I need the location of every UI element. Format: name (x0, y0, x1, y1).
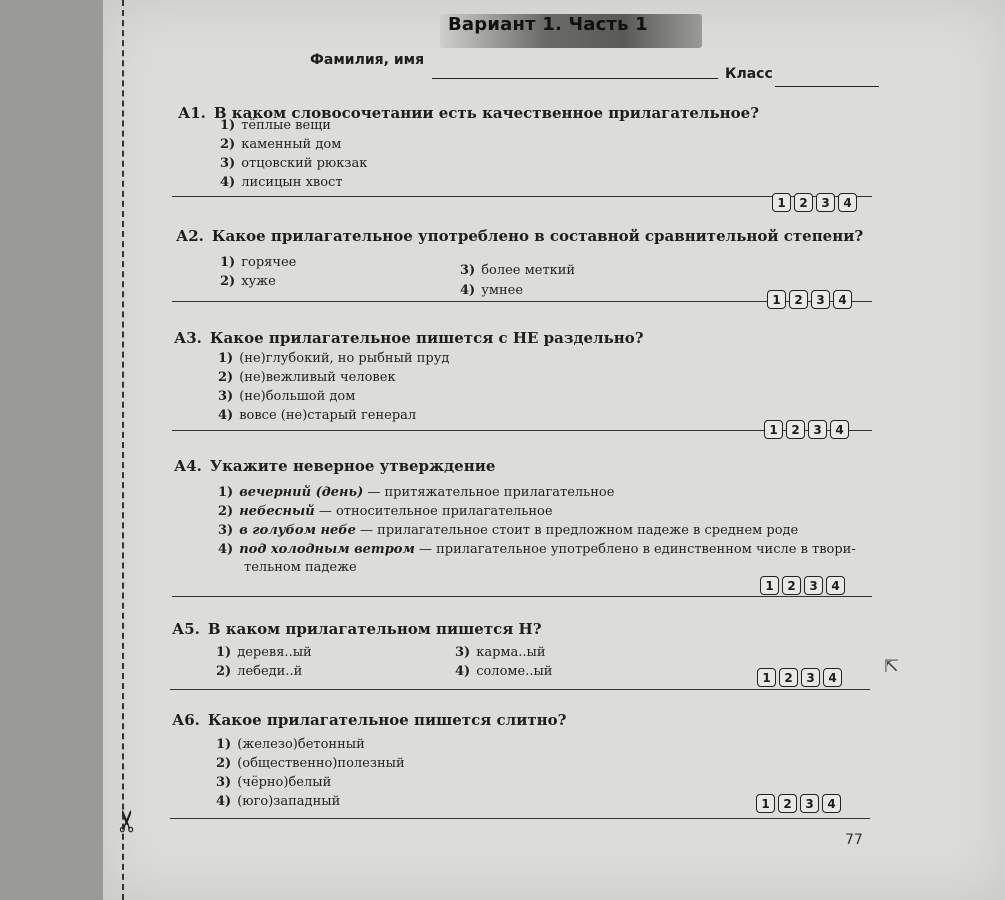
answer-box-1[interactable]: 1 (756, 794, 775, 813)
answer-box-4[interactable]: 4 (838, 193, 857, 212)
option-4[interactable]: 4) под холодным ветром — прилагательное употреблено в единственном числе в твори- (218, 542, 856, 557)
question-a2 (176, 227, 863, 245)
option-3[interactable]: 3) отцовский рюкзак (220, 156, 368, 171)
divider (172, 196, 872, 197)
answer-box-3[interactable]: 3 (800, 794, 819, 813)
answer-box-1[interactable]: 1 (764, 420, 783, 439)
answer-box-4[interactable]: 4 (823, 668, 842, 687)
class-field-line[interactable] (775, 86, 879, 87)
question-text: Укажите неверное утверждение (209, 457, 496, 475)
option-3[interactable]: 3) (не)большой дом (218, 389, 356, 404)
answer-box-1[interactable]: 1 (757, 668, 776, 687)
option-2[interactable]: 2) (общественно)полезный (216, 756, 405, 771)
option-1[interactable]: 1) тёплые вещи (220, 118, 331, 133)
answer-box-3[interactable]: 3 (816, 193, 835, 212)
answer-boxes (760, 576, 845, 595)
answer-boxes (757, 668, 842, 687)
answer-boxes (772, 193, 857, 212)
question-text: Какое прилагательное пишется с НЕ раздельно? (209, 329, 644, 347)
page-number: 77 (845, 832, 863, 848)
divider (170, 689, 870, 690)
answer-box-4[interactable]: 4 (830, 420, 849, 439)
option-3[interactable]: 3) более меткий (460, 263, 576, 278)
option-4[interactable]: 4) умнее (460, 283, 524, 298)
option-2[interactable]: 2) хуже (220, 274, 276, 289)
option-2[interactable]: 2) лебеди..й (216, 664, 303, 679)
answer-boxes (764, 420, 849, 439)
answer-box-3[interactable]: 3 (801, 668, 820, 687)
option-2[interactable]: 2) каменный дом (220, 137, 342, 152)
option-3[interactable]: 3) (чёрно)белый (216, 775, 332, 790)
question-number: А5. (172, 620, 200, 638)
question-number: А2. (176, 227, 204, 245)
question-text: Какое прилагательное употреблено в составной сравнительной степени? (211, 227, 864, 245)
question-number: А1. (178, 104, 206, 122)
question-a4 (174, 457, 495, 475)
answer-box-2[interactable]: 2 (779, 668, 798, 687)
answer-box-3[interactable]: 3 (804, 576, 823, 595)
option-4[interactable]: 4) (юго)западный (216, 794, 341, 809)
answer-box-2[interactable]: 2 (782, 576, 801, 595)
answer-box-4[interactable]: 4 (833, 290, 852, 309)
answer-box-3[interactable]: 3 (811, 290, 830, 309)
page-title: Вариант 1. Часть 1 (448, 14, 648, 35)
cut-line (122, 0, 124, 900)
answer-box-4[interactable]: 4 (822, 794, 841, 813)
option-2[interactable]: 2) (не)вежливый человек (218, 370, 396, 385)
option-1[interactable]: 1) горячее (220, 255, 297, 270)
question-a3 (174, 329, 644, 347)
question-text: Какое прилагательное пишется слитно? (207, 711, 567, 729)
name-label: Фамилия, имя (310, 52, 425, 68)
option-4[interactable]: 4) соломе..ый (455, 664, 553, 679)
answer-boxes (767, 290, 852, 309)
question-number: А6. (172, 711, 200, 729)
question-a5 (172, 620, 542, 638)
divider (170, 818, 870, 819)
class-label: Класс (725, 66, 773, 82)
option-1[interactable]: 1) (не)глубокий, но рыбный пруд (218, 351, 450, 366)
question-a6 (172, 711, 566, 729)
question-number: А3. (174, 329, 202, 347)
question-text: В каком словосочетании есть качественное прилагательное? (213, 104, 759, 122)
scissors-icon: ✂ (110, 808, 146, 834)
name-field-line[interactable] (432, 78, 718, 79)
answer-box-1[interactable]: 1 (772, 193, 791, 212)
answer-box-2[interactable]: 2 (778, 794, 797, 813)
answer-box-1[interactable]: 1 (767, 290, 786, 309)
option-3[interactable]: 3) в голубом небе — прилагательное стоит в предложном падеже в среднем роде (218, 523, 799, 538)
option-4-continuation: тельном падеже (244, 560, 357, 575)
answer-box-2[interactable]: 2 (789, 290, 808, 309)
divider (172, 596, 872, 597)
mouse-cursor-icon: ⇱ (884, 656, 900, 677)
option-1[interactable]: 1) деревя..ый (216, 645, 312, 660)
option-4[interactable]: 4) лисицын хвост (220, 175, 343, 190)
answer-box-2[interactable]: 2 (786, 420, 805, 439)
answer-box-2[interactable]: 2 (794, 193, 813, 212)
answer-boxes (756, 794, 841, 813)
answer-box-4[interactable]: 4 (826, 576, 845, 595)
answer-box-3[interactable]: 3 (808, 420, 827, 439)
option-3[interactable]: 3) карма..ый (455, 645, 546, 660)
option-1[interactable]: 1) вечерний (день) — притяжательное прилагательное (218, 485, 615, 500)
question-text: В каком прилагательном пишется Н? (207, 620, 542, 638)
answer-box-1[interactable]: 1 (760, 576, 779, 595)
option-2[interactable]: 2) небесный — относительное прилагательное (218, 504, 553, 519)
question-number: А4. (174, 457, 202, 475)
option-4[interactable]: 4) вовсе (не)старый генерал (218, 408, 417, 423)
option-1[interactable]: 1) (железо)бетонный (216, 737, 365, 752)
